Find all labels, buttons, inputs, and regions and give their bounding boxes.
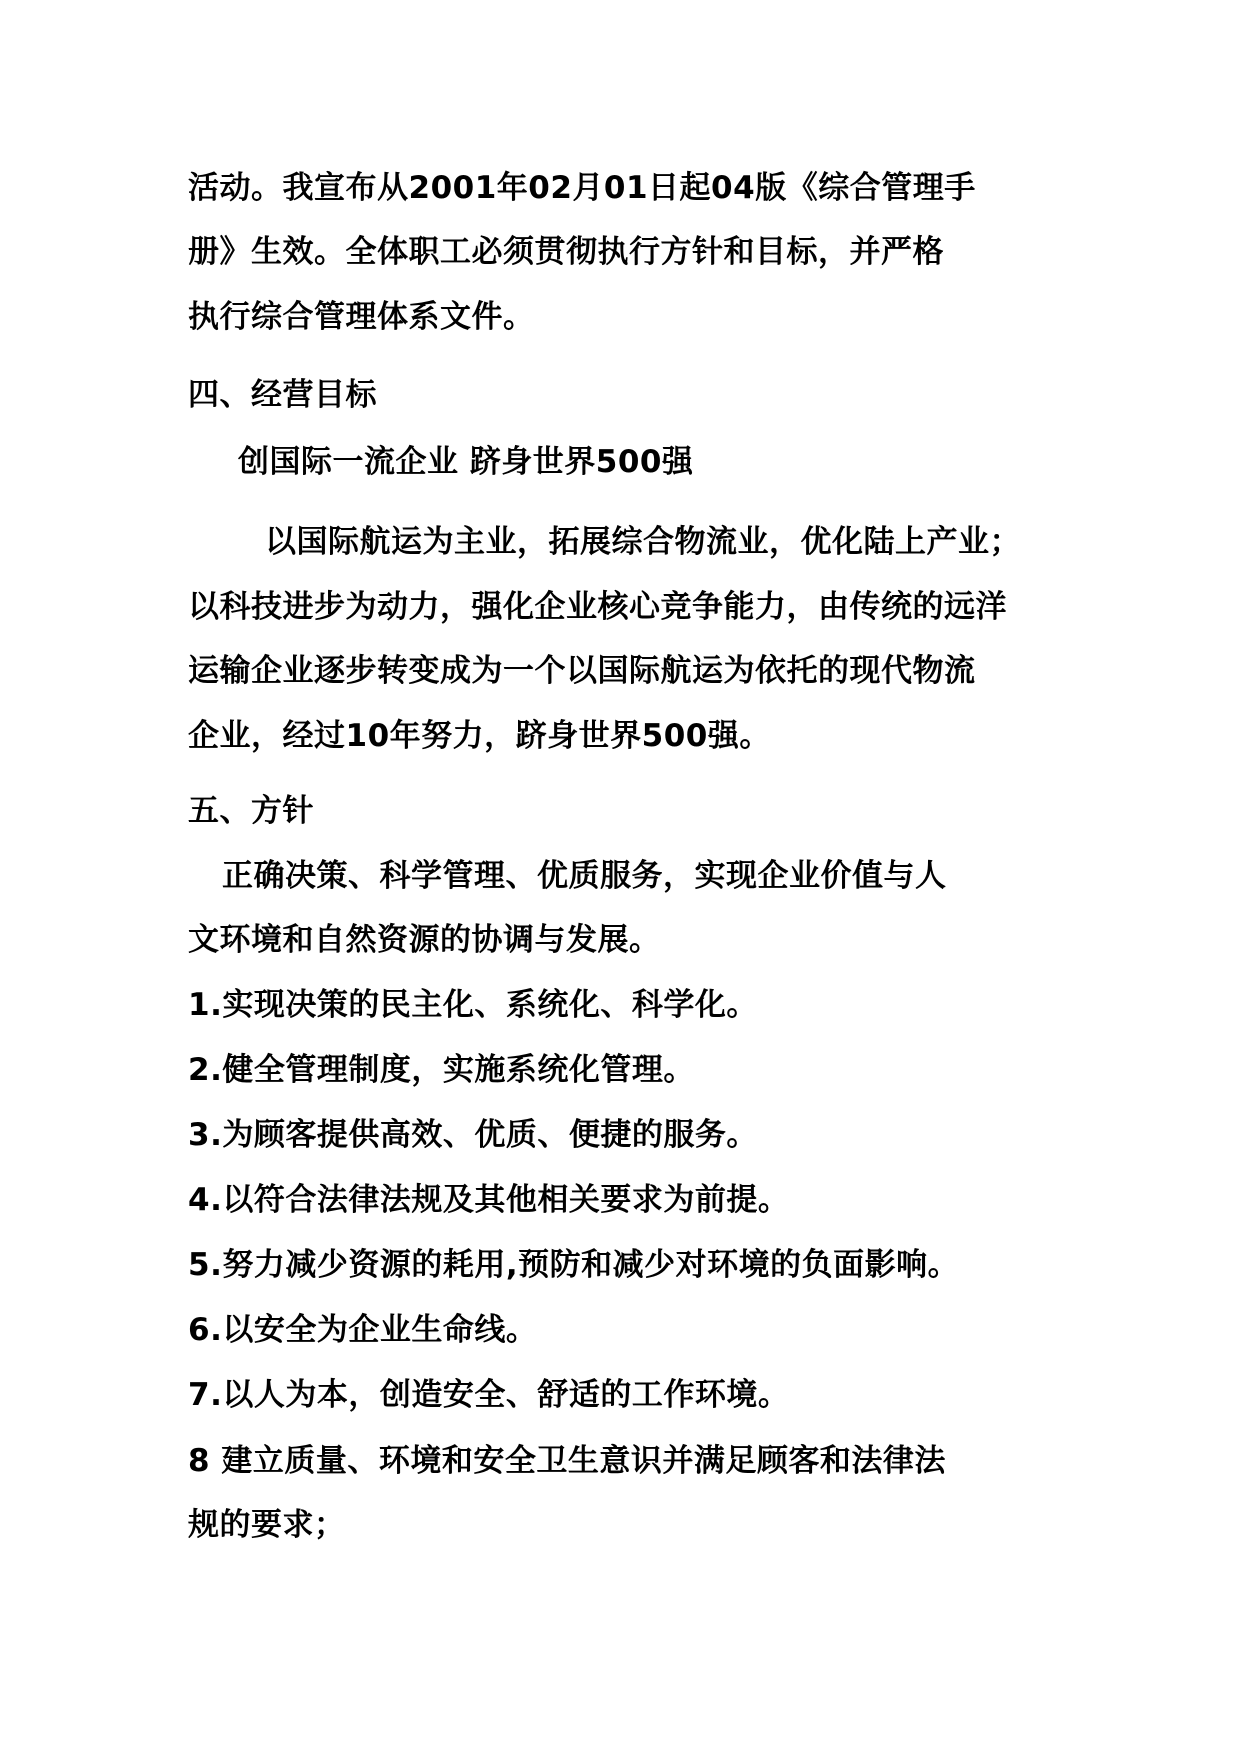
- section-5-intro-line-1: 正确决策、科学管理、优质服务，实现企业价值与人: [222, 858, 947, 894]
- section-4-body-line-4: 企业，经过10年努力，跻身世界500强。: [188, 718, 771, 754]
- policy-item-8: 8 建立质量、环境和安全卫生意识并满足顾客和法律法: [188, 1443, 946, 1479]
- policy-item-6: 6.以安全为企业生命线。: [188, 1312, 538, 1348]
- section-5-intro-line-2: 文环境和自然资源的协调与发展。: [188, 922, 661, 958]
- intro-line-3: 执行综合管理体系文件。: [188, 299, 535, 335]
- policy-item-3: 3.为顾客提供高效、优质、便捷的服务。: [188, 1117, 758, 1153]
- intro-line-2: 册》生效。全体职工必须贯彻执行方针和目标，并严格: [188, 234, 944, 270]
- policy-item-5: 5.努力减少资源的耗用,预防和减少对环境的负面影响。: [188, 1247, 960, 1283]
- section-4-heading: 四、经营目标: [188, 377, 377, 413]
- section-4-body-line-3: 运输企业逐步转变成为一个以国际航运为依托的现代物流: [188, 653, 976, 689]
- policy-item-7: 7.以人为本，创造安全、舒适的工作环境。: [188, 1377, 790, 1413]
- policy-item-1: 1.实现决策的民主化、系统化、科学化。: [188, 987, 758, 1023]
- policy-item-8-continued: 规的要求；: [188, 1507, 346, 1543]
- intro-line-1: 活动。我宣布从2001年02月01日起04版《综合管理手: [188, 170, 976, 206]
- section-4-slogan: 创国际一流企业 跻身世界500强: [238, 444, 694, 480]
- policy-item-2: 2.健全管理制度，实施系统化管理。: [188, 1052, 695, 1088]
- policy-item-4: 4.以符合法律法规及其他相关要求为前提。: [188, 1182, 790, 1218]
- section-5-heading: 五、方针: [188, 793, 314, 829]
- section-4-body-line-2: 以科技进步为动力，强化企业核心竞争能力，由传统的远洋: [188, 589, 1007, 625]
- section-4-body-line-1: 以国际航运为主业，拓展综合物流业，优化陆上产业；: [265, 524, 1021, 560]
